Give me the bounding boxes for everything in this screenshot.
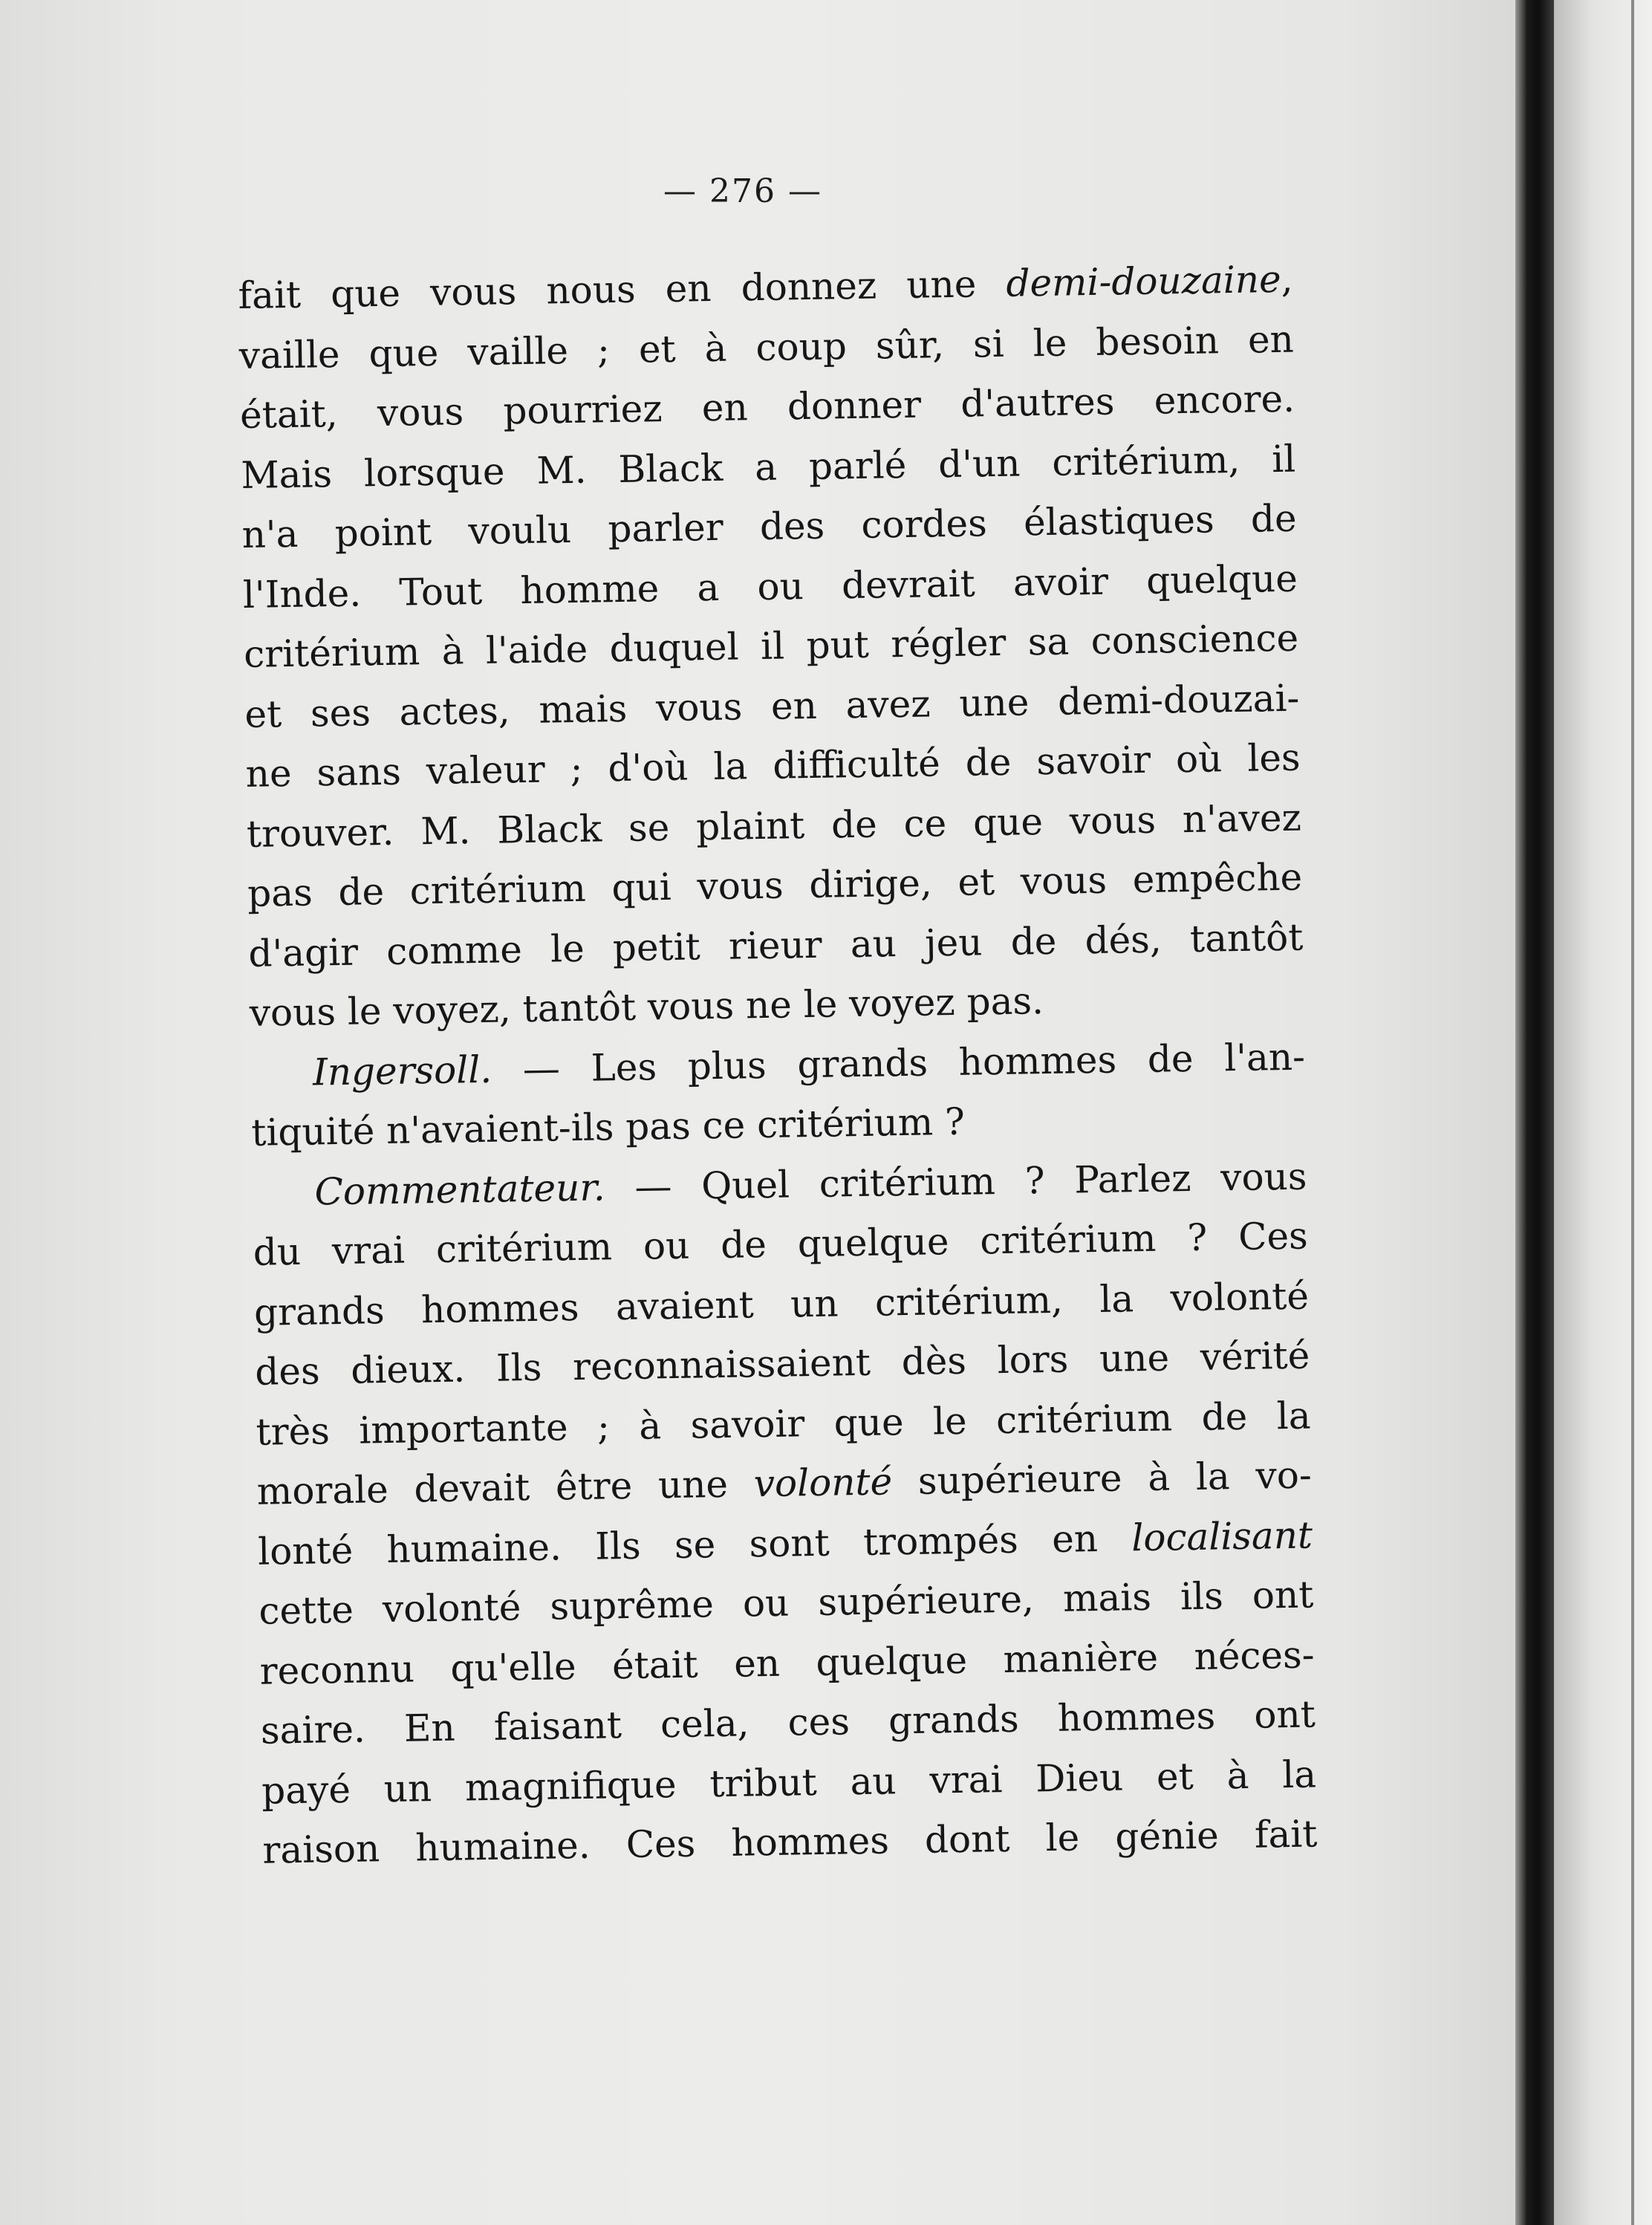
text-line: vous le voyez, tantôt vous ne le voyez pas. bbox=[249, 979, 1044, 1035]
text-line: était, vous pourriez en donner d'autres encore. bbox=[239, 377, 1295, 437]
text-line: ne sans valeur ; d'où la difficulté de savoir où les bbox=[245, 735, 1301, 796]
italic-term: volonté bbox=[753, 1460, 893, 1506]
text-line: l'Inde. Tout homme a ou devrait avoir quelque bbox=[242, 556, 1298, 617]
adjacent-page-edge bbox=[1554, 0, 1652, 2225]
body-text bbox=[238, 250, 1318, 1881]
text-line: critérium à l'aide duquel il put régler sa conscience bbox=[243, 616, 1299, 676]
text-line: du vrai critérium ou de quelque critérium ? Ces bbox=[253, 1214, 1309, 1274]
text-line: et ses actes, mais vous en avez une demi-douzai- bbox=[244, 676, 1300, 736]
page-number: — 276 — bbox=[663, 172, 822, 210]
text-line: vaille que vaille ; et à coup sûr, si le besoin en bbox=[238, 317, 1295, 377]
text-line: Mais lorsque M. Black a parlé d'un critérium, il bbox=[240, 437, 1296, 497]
text-line: payé un magnifique tribut au vrai Dieu et à la bbox=[261, 1752, 1317, 1813]
text-line: saire. En faisant cela, ces grands hommes ont bbox=[260, 1692, 1316, 1753]
adjacent-page-border bbox=[1631, 0, 1634, 2225]
text-line: trouver. M. Black se plaint de ce que vous n'avez bbox=[246, 796, 1302, 856]
text-line: grands hommes avaient un critérium, la volonté bbox=[253, 1274, 1310, 1334]
text-line: reconnu qu'elle était en quelque manière néces- bbox=[259, 1632, 1315, 1693]
text-line: Commentateur. — Quel critérium ? Parlez vous bbox=[314, 1154, 1307, 1214]
text-line: pas de critérium qui vous dirige, et vous empêche bbox=[247, 855, 1303, 915]
text-line: très importante ; à savoir que le critérium de la bbox=[256, 1394, 1311, 1454]
italic-term: demi-douzaine bbox=[1005, 257, 1282, 305]
text-line: tiquité n'avaient-ils pas ce critérium ? bbox=[250, 1099, 966, 1154]
italic-term: localisant bbox=[1131, 1513, 1313, 1559]
text-line: fait que vous nous en donnez une demi-douzaine, bbox=[238, 257, 1293, 317]
book-gutter-shadow bbox=[1515, 0, 1554, 2225]
text-line: Ingersoll. — Les plus grands hommes de l'an- bbox=[312, 1035, 1306, 1094]
text-line: cette volonté suprême ou supérieure, mais ils ont bbox=[258, 1573, 1314, 1633]
text-line: raison humaine. Ces hommes dont le génie fait bbox=[262, 1812, 1318, 1872]
text-line: lonté humaine. Ils se sont trompés en localisant bbox=[257, 1513, 1313, 1573]
text-line: morale devait être une volonté supérieure à la vo- bbox=[256, 1453, 1313, 1513]
speaker-name: Commentateur. bbox=[314, 1165, 606, 1214]
speaker-name: Ingersoll. bbox=[312, 1047, 492, 1094]
text-line: des dieux. Ils reconnaissaient dès lors une vérité bbox=[254, 1334, 1310, 1394]
text-line: n'a point voulu parler des cordes élastiques de bbox=[241, 496, 1297, 556]
text-line: d'agir comme le petit rieur au jeu de dés, tantôt bbox=[248, 915, 1304, 975]
